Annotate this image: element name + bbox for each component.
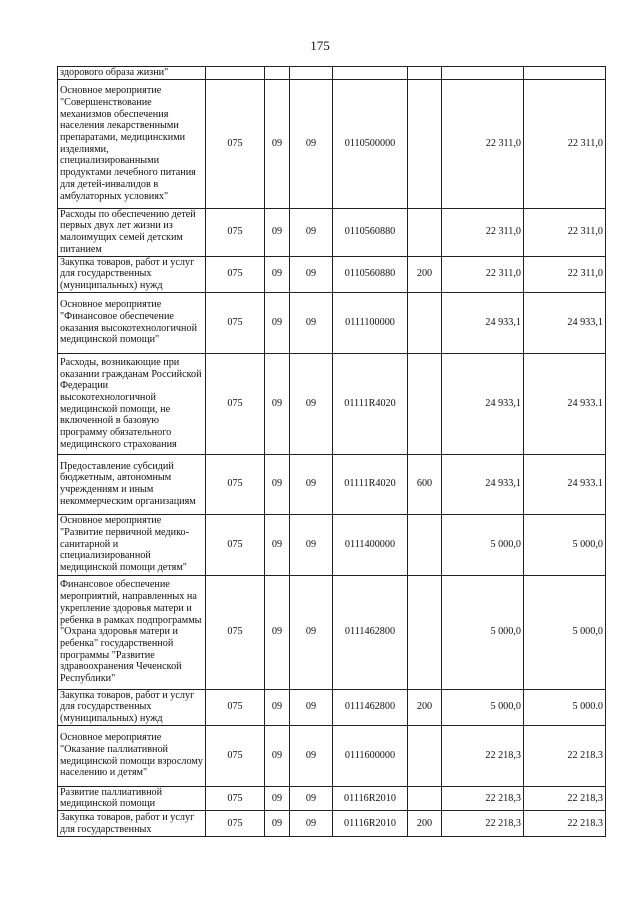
row-ved-cell: 075: [206, 292, 265, 353]
row-name-cell: Закупка товаров, работ и услуг для государственных (муниципальных) нужд: [58, 689, 206, 725]
table-row: [58, 208, 606, 256]
row-expense-type-cell: [408, 575, 442, 689]
row-name-cell: Основное мероприятие "Оказание паллиативной медицинской помощи взрослому населению и детям": [58, 725, 206, 786]
row-section-cell: 09: [265, 454, 290, 514]
row-amount-year1-cell: 22 311,0: [442, 208, 524, 256]
table-row: [58, 514, 606, 575]
row-section-cell: 09: [265, 575, 290, 689]
row-ved-cell: 075: [206, 575, 265, 689]
row-expense-type-cell: 200: [408, 256, 442, 292]
row-amount-year2-cell: 5 000,0: [524, 575, 606, 689]
table-row: [58, 292, 606, 353]
row-amount-year1-cell: [442, 67, 524, 80]
row-name-cell: здорового образа жизни": [58, 67, 206, 80]
row-target-article-cell: 01116R2010: [333, 811, 408, 837]
row-amount-year2-cell: 24 933.1: [524, 454, 606, 514]
row-section-cell: 09: [265, 811, 290, 837]
row-section-cell: 09: [265, 256, 290, 292]
row-subsection-cell: [290, 67, 333, 80]
row-section-cell: 09: [265, 292, 290, 353]
row-subsection-cell: 09: [290, 79, 333, 208]
row-ved-cell: 075: [206, 208, 265, 256]
row-section-cell: 09: [265, 725, 290, 786]
row-ved-cell: 075: [206, 79, 265, 208]
row-ved-cell: [206, 67, 265, 80]
row-name-cell: Развитие паллиативной медицинской помощи: [58, 786, 206, 810]
table-row: [58, 454, 606, 514]
budget-table: [57, 66, 606, 837]
table-body: [58, 67, 606, 837]
row-subsection-cell: 09: [290, 725, 333, 786]
row-subsection-cell: 09: [290, 454, 333, 514]
row-target-article-cell: 0111600000: [333, 725, 408, 786]
row-ved-cell: 075: [206, 353, 265, 454]
row-subsection-cell: 09: [290, 292, 333, 353]
row-amount-year2-cell: [524, 67, 606, 80]
row-expense-type-cell: 600: [408, 454, 442, 514]
row-subsection-cell: 09: [290, 353, 333, 454]
row-ved-cell: 075: [206, 811, 265, 837]
row-amount-year1-cell: 5 000,0: [442, 689, 524, 725]
row-section-cell: 09: [265, 208, 290, 256]
row-subsection-cell: 09: [290, 208, 333, 256]
row-amount-year1-cell: 5 000,0: [442, 575, 524, 689]
row-amount-year1-cell: 22 311,0: [442, 256, 524, 292]
row-subsection-cell: 09: [290, 786, 333, 810]
row-expense-type-cell: 200: [408, 811, 442, 837]
row-target-article-cell: 0110560880: [333, 208, 408, 256]
row-amount-year1-cell: 22 218,3: [442, 725, 524, 786]
row-target-article-cell: 01111R4020: [333, 454, 408, 514]
row-name-cell: Основное мероприятие "Совершенствование механизмов обеспечения населения лекарственными препаратами, медицинскими изделиями, специализированными продуктами лечебного питания для детей-инвалидов в амбулаторных условиях": [58, 79, 206, 208]
row-subsection-cell: 09: [290, 575, 333, 689]
row-ved-cell: 075: [206, 786, 265, 810]
row-target-article-cell: 0111400000: [333, 514, 408, 575]
row-expense-type-cell: 200: [408, 689, 442, 725]
row-amount-year1-cell: 24 933,1: [442, 454, 524, 514]
row-amount-year2-cell: 22 311,0: [524, 79, 606, 208]
row-ved-cell: 075: [206, 256, 265, 292]
row-amount-year1-cell: 24 933,1: [442, 353, 524, 454]
row-amount-year1-cell: 5 000,0: [442, 514, 524, 575]
row-ved-cell: 075: [206, 454, 265, 514]
row-name-cell: Основное мероприятие "Развитие первичной медико-санитарной и специализированной медицинской помощи детям": [58, 514, 206, 575]
row-name-cell: Предоставление субсидий бюджетным, автономным учреждениям и иным некоммерческим организациям: [58, 454, 206, 514]
row-expense-type-cell: [408, 725, 442, 786]
row-section-cell: [265, 67, 290, 80]
row-name-cell: Закупка товаров, работ и услуг для государственных (муниципальных) нужд: [58, 256, 206, 292]
row-amount-year2-cell: 24 933,1: [524, 292, 606, 353]
row-subsection-cell: 09: [290, 811, 333, 837]
row-amount-year1-cell: 24 933,1: [442, 292, 524, 353]
table-row: [58, 353, 606, 454]
row-amount-year2-cell: 22 311,0: [524, 208, 606, 256]
row-expense-type-cell: [408, 208, 442, 256]
row-section-cell: 09: [265, 79, 290, 208]
row-expense-type-cell: [408, 786, 442, 810]
row-amount-year2-cell: 5 000.0: [524, 689, 606, 725]
table-row: [58, 575, 606, 689]
table-row: [58, 689, 606, 725]
table-row: [58, 811, 606, 837]
row-name-cell: Финансовое обеспечение мероприятий, направленных на укрепление здоровья матери и ребенка в рамках подпрограммы "Охрана здоровья матери и ребенка" государственной программы "Развитие здравоохранения Чеченской Республики": [58, 575, 206, 689]
row-amount-year2-cell: 22 218.3: [524, 811, 606, 837]
row-target-article-cell: 01116R2010: [333, 786, 408, 810]
row-ved-cell: 075: [206, 689, 265, 725]
table-row: [58, 256, 606, 292]
row-amount-year2-cell: 22 218,3: [524, 786, 606, 810]
row-section-cell: 09: [265, 353, 290, 454]
row-section-cell: 09: [265, 689, 290, 725]
row-name-cell: Расходы, возникающие при оказании гражданам Российской Федерации высокотехнологичной медицинской помощи, не включенной в базовую программу обязательного медицинского страхования: [58, 353, 206, 454]
row-amount-year2-cell: 5 000,0: [524, 514, 606, 575]
row-section-cell: 09: [265, 786, 290, 810]
row-ved-cell: 075: [206, 514, 265, 575]
row-target-article-cell: 01111R4020: [333, 353, 408, 454]
row-target-article-cell: 0111100000: [333, 292, 408, 353]
row-subsection-cell: 09: [290, 256, 333, 292]
row-subsection-cell: 09: [290, 689, 333, 725]
row-amount-year1-cell: 22 218,3: [442, 786, 524, 810]
table-row: [58, 79, 606, 208]
row-target-article-cell: 0110500000: [333, 79, 408, 208]
row-ved-cell: 075: [206, 725, 265, 786]
table-row: [58, 67, 606, 80]
row-expense-type-cell: [408, 67, 442, 80]
row-amount-year1-cell: 22 218,3: [442, 811, 524, 837]
row-target-article-cell: 0111462800: [333, 689, 408, 725]
row-name-cell: Основное мероприятие "Финансовое обеспечение оказания высокотехнологичной медицинской помощи": [58, 292, 206, 353]
row-expense-type-cell: [408, 514, 442, 575]
table-row: [58, 786, 606, 810]
page-number: 175: [310, 38, 330, 53]
row-target-article-cell: 0110560880: [333, 256, 408, 292]
row-name-cell: Расходы по обеспечению детей первых двух лет жизни из малоимущих семей детским питанием: [58, 208, 206, 256]
row-target-article-cell: 0111462800: [333, 575, 408, 689]
row-amount-year2-cell: 24 933.1: [524, 353, 606, 454]
row-expense-type-cell: [408, 292, 442, 353]
row-amount-year1-cell: 22 311,0: [442, 79, 524, 208]
row-amount-year2-cell: 22 311,0: [524, 256, 606, 292]
table-row: [58, 725, 606, 786]
row-subsection-cell: 09: [290, 514, 333, 575]
row-section-cell: 09: [265, 514, 290, 575]
row-expense-type-cell: [408, 79, 442, 208]
row-target-article-cell: [333, 67, 408, 80]
row-expense-type-cell: [408, 353, 442, 454]
row-amount-year2-cell: 22 218.3: [524, 725, 606, 786]
row-name-cell: Закупка товаров, работ и услуг для государственных: [58, 811, 206, 837]
